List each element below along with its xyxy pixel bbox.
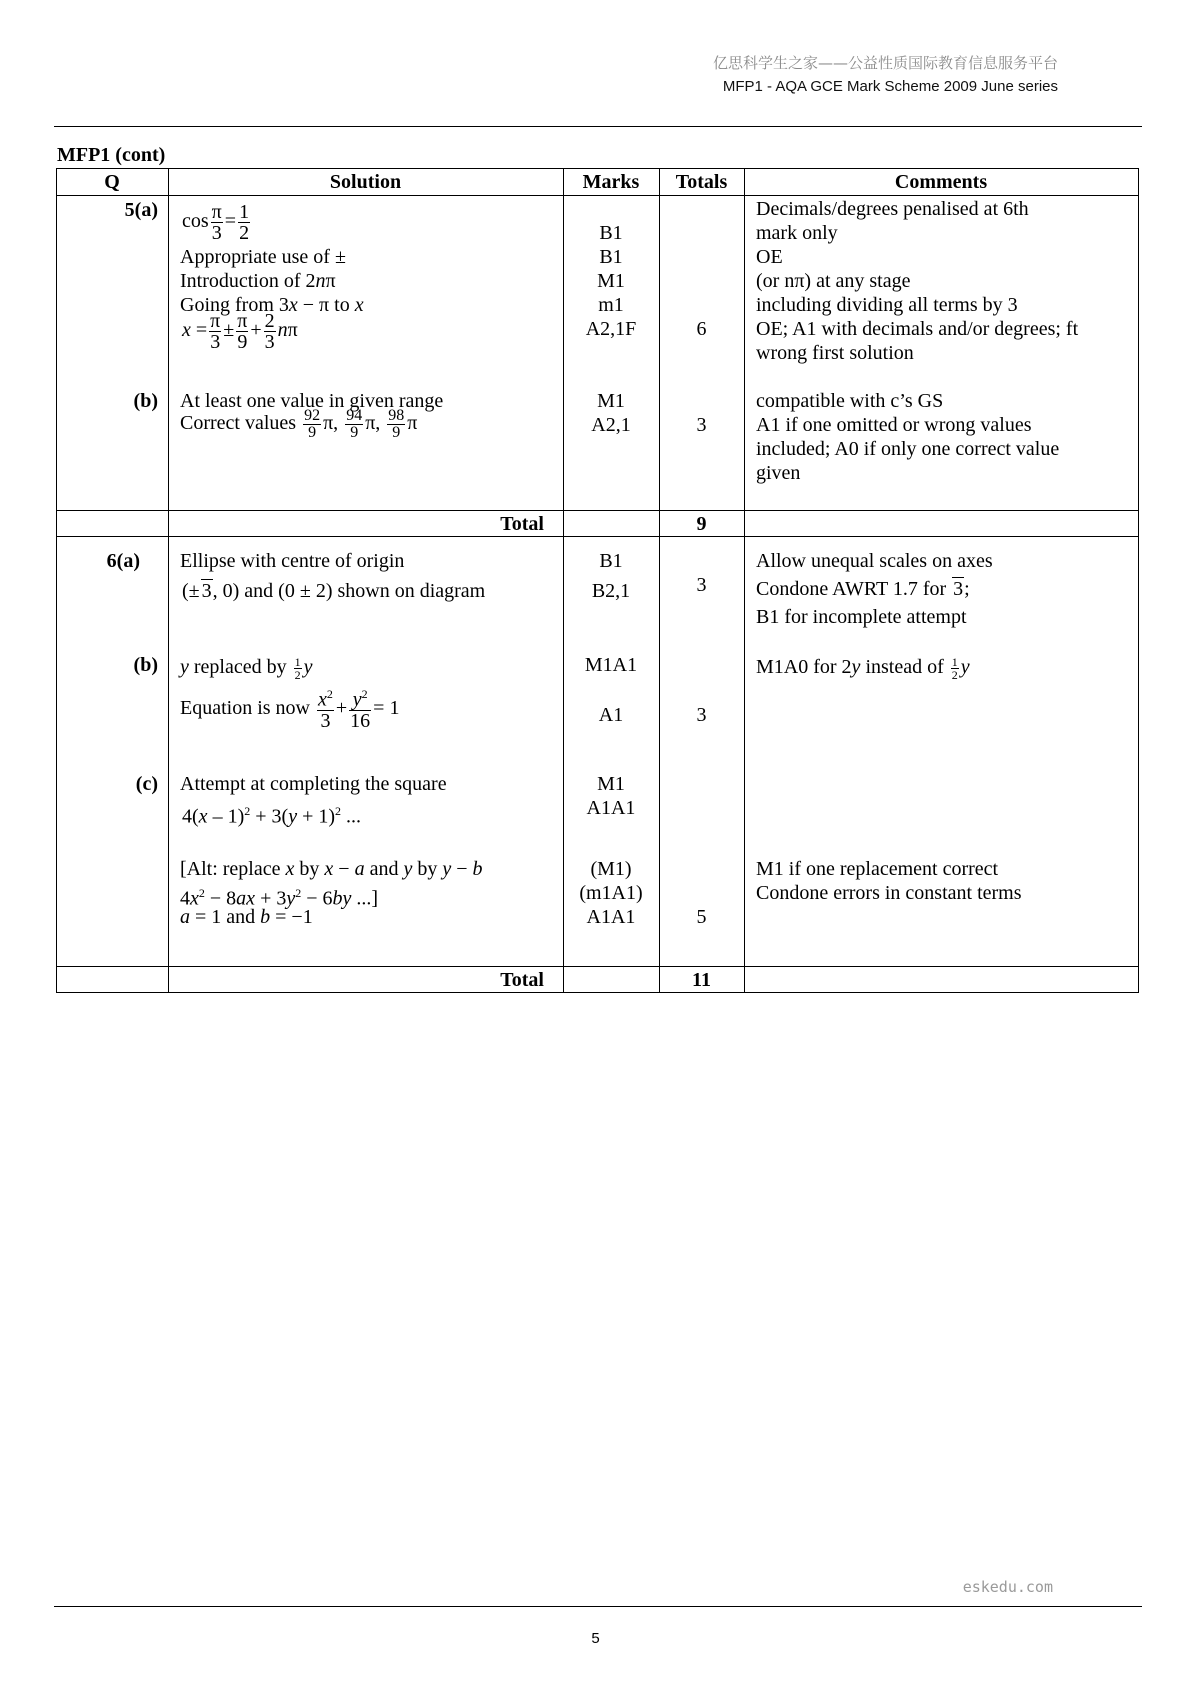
column-header-solution: Solution xyxy=(329,171,402,193)
comment-6a-1: Allow unequal scales on axes xyxy=(756,550,993,572)
column-header-q: Q xyxy=(104,171,120,193)
solution-5a-cos: cos $\frac{\pi}{3}$ = $\frac{1}{2}$ xyxy=(182,201,250,244)
header-watermark: 亿思科学生之家——公益性质国际教育信息服务平台 xyxy=(712,54,1058,72)
table-border-q5-body xyxy=(56,510,1139,511)
comment-6c-4: Condone errors in constant terms xyxy=(756,882,1022,904)
solution-5a-4: Going from 3x − π to x xyxy=(180,294,364,316)
solution-6c-2: $4(x - 1)^2 + 3(y + 1)^2$ ... xyxy=(182,804,362,828)
comment-5a-4: including dividing all terms by 3 xyxy=(756,294,1018,316)
marks-6b-1: M1A1 xyxy=(584,654,638,676)
table-border-q xyxy=(168,168,169,992)
total-label-q6: Total xyxy=(500,969,544,991)
header-title: MFP1 - AQA GCE Mark Scheme 2009 June series xyxy=(722,78,1058,95)
marks-5a-5: A2,1F xyxy=(585,318,637,340)
comment-6a-2: Condone AWRT 1.7 for 3; xyxy=(756,578,970,600)
marks-5b-1: M1 xyxy=(597,390,625,412)
solution-6b-1: y replaced by $\frac{1}{2}$ y xyxy=(180,654,313,682)
comment-5b-2a: A1 if one omitted or wrong values xyxy=(756,414,1032,436)
solution-6c-1: Attempt at completing the square xyxy=(180,773,447,795)
comment-5a-5a: OE; A1 with decimals and/or degrees; ft xyxy=(756,318,1079,340)
solution-6b-2: Equation is now $\frac{x^2}{3}$ + $\frac{y^2}{16}$ = 1 xyxy=(180,687,400,732)
marks-6c-3: (M1) xyxy=(590,858,632,880)
marks-6c-4: (m1A1) xyxy=(579,882,643,904)
marks-5a-4: m1 xyxy=(598,294,624,316)
totals-6a: 3 xyxy=(696,574,707,596)
mark-scheme-table xyxy=(56,168,1139,992)
comment-5a-1b: mark only xyxy=(756,222,838,244)
marks-5b-2: A2,1 xyxy=(591,414,631,436)
comment-5a-5b: wrong first solution xyxy=(756,342,914,364)
marks-5a-2: B1 xyxy=(599,246,623,268)
solution-6a-2: (± 3, 0) and (0 ± 2) shown on diagram xyxy=(182,580,486,602)
question-label-6a: 6(a) xyxy=(106,550,140,572)
marks-5a-3: M1 xyxy=(597,270,625,292)
marks-6a-1: B1 xyxy=(599,550,623,572)
comment-6a-3: B1 for incomplete attempt xyxy=(756,606,967,628)
table-border-q6-body xyxy=(56,966,1139,967)
marks-6b-2: A1 xyxy=(598,704,624,726)
comment-5b-2b: included; A0 if only one correct value xyxy=(756,438,1060,460)
solution-6c-3: [Alt: replace x by x − a and y by y − b xyxy=(180,858,483,880)
total-value-q6: 11 xyxy=(692,969,711,991)
totals-6b: 3 xyxy=(696,704,707,726)
section-title: MFP1 (cont) xyxy=(57,144,166,166)
solution-5a-2: Appropriate use of ± xyxy=(180,246,346,268)
header-rule xyxy=(54,126,1142,127)
totals-6c: 5 xyxy=(696,906,707,928)
page-number: 5 xyxy=(591,1630,600,1647)
marks-6c-2: A1A1 xyxy=(586,797,636,819)
comment-5a-1a: Decimals/degrees penalised at 6th xyxy=(756,198,1029,220)
solution-5a-3: Introduction of 2nπ xyxy=(180,270,336,292)
column-header-comments: Comments xyxy=(894,171,988,193)
comment-5b-1: compatible with c’s GS xyxy=(756,390,944,412)
totals-5b: 3 xyxy=(696,414,707,436)
table-border-q5-total xyxy=(56,536,1139,537)
column-header-totals: Totals xyxy=(675,171,728,193)
table-border-bottom xyxy=(56,992,1139,993)
solution-6c-4: $4x^2 - 8ax + 3y^2 - 6by$ ...] xyxy=(180,886,379,910)
comment-6c-3: M1 if one replacement correct xyxy=(756,858,999,880)
table-border-left xyxy=(56,168,57,992)
table-border-right xyxy=(1138,168,1139,992)
marks-6c-5: A1A1 xyxy=(586,906,636,928)
total-value-q5: 9 xyxy=(696,513,707,535)
marks-6a-2: B2,1 xyxy=(591,580,631,602)
marks-5a-1: B1 xyxy=(599,222,623,244)
marks-6c-1: M1 xyxy=(597,773,625,795)
question-label-6b: (b) xyxy=(133,654,158,676)
column-header-marks: Marks xyxy=(582,171,640,193)
total-label-q5: Total xyxy=(500,513,544,535)
solution-6a-1: Ellipse with centre of origin xyxy=(180,550,405,572)
comment-5a-2: OE xyxy=(756,246,783,268)
question-label-6c: (c) xyxy=(135,773,158,795)
solution-6c-5: a = 1 and b = −1 xyxy=(180,906,313,928)
table-border-totals xyxy=(744,168,745,992)
comment-5a-3: (or nπ) at any stage xyxy=(756,270,911,292)
comment-5b-2c: given xyxy=(756,462,801,484)
comment-6b-1: M1A0 for 2y instead of $\frac{1}{2}$ y xyxy=(756,654,970,682)
question-label-5a: 5(a) xyxy=(124,199,158,221)
solution-5a-5: x = $\frac{\pi}{3}$ ± $\frac{\pi}{9}$ + $\frac{2}{3}$ nπ xyxy=(182,310,298,353)
solution-5b-1: At least one value in given range xyxy=(180,390,444,412)
solution-5b-2: Correct values $\frac{92}{9}$ π, $\frac{94}{9}$ π, $\frac{98}{9}$ π xyxy=(180,407,418,441)
footer-rule xyxy=(54,1606,1142,1607)
totals-5a: 6 xyxy=(696,318,707,340)
question-label-5b: (b) xyxy=(133,390,158,412)
footer-site: eskedu.com xyxy=(962,1578,1053,1596)
